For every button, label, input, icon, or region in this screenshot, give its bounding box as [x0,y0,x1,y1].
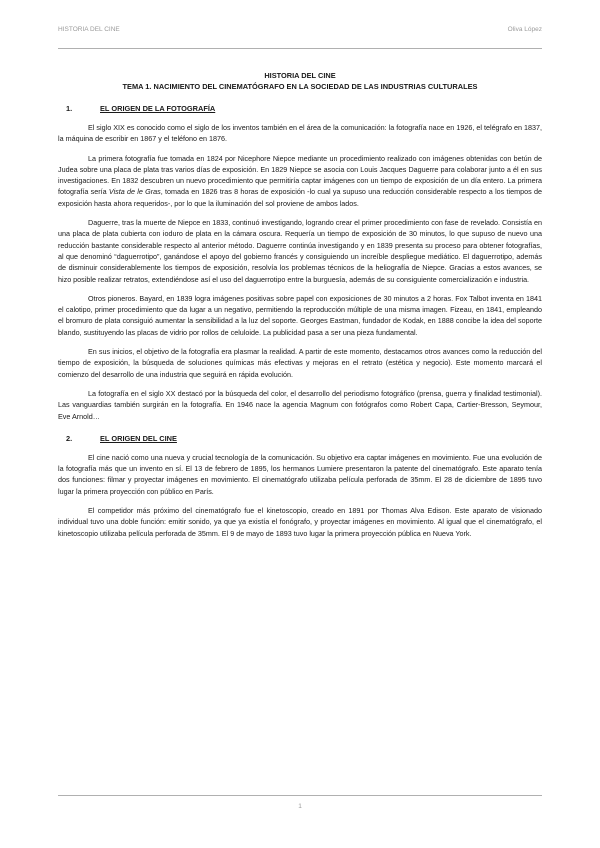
photo-title-italic: Vista de le Gras [108,187,161,197]
paragraph-text: , tomada en 1826 tras 8 horas de exposición -lo cual ya supuso una reducción considerable respecto a los tiempos de exposición hasta ahora requeridos-, por lo que la iluminación del sol proviene de ambos lados. [58,187,542,208]
page-number: 1 [298,803,302,810]
section-number: 1. [66,104,73,113]
document-title: HISTORIA DEL CINE [264,71,336,80]
document-body [58,70,542,539]
paragraph: El competidor más próximo del cinematógrafo fue el kinetoscopio, creado en 1891 por Thomas Alva Edison. Este aparato de visionado individual tuvo una doble función: emitir sonido, ya que ya existía el fonógrafo, y proyectar imágenes en movimiento. Al igual que el cinematógrafo, el kinetoscopio utilizaba película perforada de 35mm. El 9 de mayo de 1893 tuvo lugar la primera proyección pública en Nueva York. [58,506,542,538]
section-title: EL ORIGEN DE LA FOTOGRAFÍA [100,104,216,113]
running-header [58,26,542,40]
section-heading [58,433,542,444]
header-author: Oliva López [507,26,542,33]
section-title: EL ORIGEN DEL CINE [100,433,177,443]
document-subtitle: TEMA 1. NACIMIENTO DEL CINEMATÓGRAFO EN LA SOCIEDAD DE LAS INDUSTRIAS CULTURALES [122,82,478,91]
section-heading [58,103,542,114]
footer-divider [58,795,542,796]
paragraph-text: La primera fotografía fue tomada en 1824 por Nicephore Niepce mediante un procedimiento realizado con imágenes obtenidas con betún de Judea sobre una placa de plata tras varios días de exposición. En 1829 Niepce se asocia con Louis Jacques Daguerre para colaborar junto a él en sus investigaciones. En 1832 descubren un nuevo procedimiento que permitiría captar imágenes con un tiempo de exposición de un día entero. La primera fotografía sería [58,153,542,197]
paragraph: Otros pioneros. Bayard, en 1839 logra imágenes positivas sobre papel con exposiciones de 30 minutos a 2 horas. Fox Talbot inventa en 1841 el calotipo, primer procedimiento que da lugar a un negativo, permitiendo la reproducción múltiple de una misma imagen. Fizeau, en 1841, empleando el bromuro de plata consiguió aumentar la sensibilidad a la luz del soporte. Georges Eastman, fundador de Kodak, en 1888 concibe la idea del soporte blando, sustituyendo las placas de vidrio por rollos de celuloide. La publicidad pasa a ser una pieza fundamental. [58,293,542,337]
section-number: 2. [66,433,73,443]
header-course-title: HISTORIA DEL CINE [58,26,120,33]
header-divider [58,48,542,49]
paragraph [58,153,542,209]
paragraph: Daguerre, tras la muerte de Niepce en 1833, continuó investigando, logrando crear el primer procedimiento con fase de revelado. Consistía en una placa de plata cubierta con ioduro de plata en la cámara oscura. Requería un tiempo de exposición de 30 minutos, lo que supuso de nuevo una reducción bastante considerable respecto al anterior método. Daguerre continúa investigando y en 1839 presenta su proceso para obtener fotografías, al que denominó “daguerrotipo”, ganándose el apoyo del gobierno francés y consiguiendo un increíble despliegue mediático. El daguerrotipo, además de disminuir considerablemente los tiempos de exposición, resolvía los problemas técnicos de la heliografía de Niepce. Gracias a estos avances, se hizo posible realizar retratos, extendiéndose así el uso del daguerrotipo entre la burguesía, además de su consiguiente comercialización e industria. [58,218,542,284]
paragraph: El cine nació como una nueva y crucial tecnología de la comunicación. Su objetivo era captar imágenes en movimiento. Fue una evolución de la fotografía más que un invento en sí. El 13 de febrero de 1895, los hermanos Lumiere presentaron la patente del cinematógrafo. Este aparato tenía dos funciones: filmar y proyectar imágenes en movimiento. El cinematógrafo utilizaba película perforada de 35mm. El 28 de diciembre de 1895 tuvo lugar la primera proyección con público en París. [58,452,542,496]
paragraph: La fotografía en el siglo XX destacó por la búsqueda del color, el desarrollo del periodismo fotográfico (prensa, guerra y finalidad testimonial). Las vanguardias también surgirán en la fotografía. En 1946 nace la agencia Magnum con fotógrafos como Robert Capa, Cartier-Bresson, Seymour, Eve Arnold… [58,388,542,421]
paragraph: En sus inicios, el objetivo de la fotografía era plasmar la realidad. A partir de este momento, destacamos otros avances como la reducción del tiempo de exposición, la búsqueda de soluciones químicas más efectivas y mejoras en el retrato (estética y negocio). Este momento marcará el comienzo del desarrollo de una industria que seguirá en rápida evolución. [58,347,542,379]
paragraph: El siglo XIX es conocido como el siglo de los inventos también en el área de la comunicación: la fotografía nace en 1926, el telégrafo en 1837, la máquina de escribir en 1867 y el teléfono en 1876. [58,123,542,144]
